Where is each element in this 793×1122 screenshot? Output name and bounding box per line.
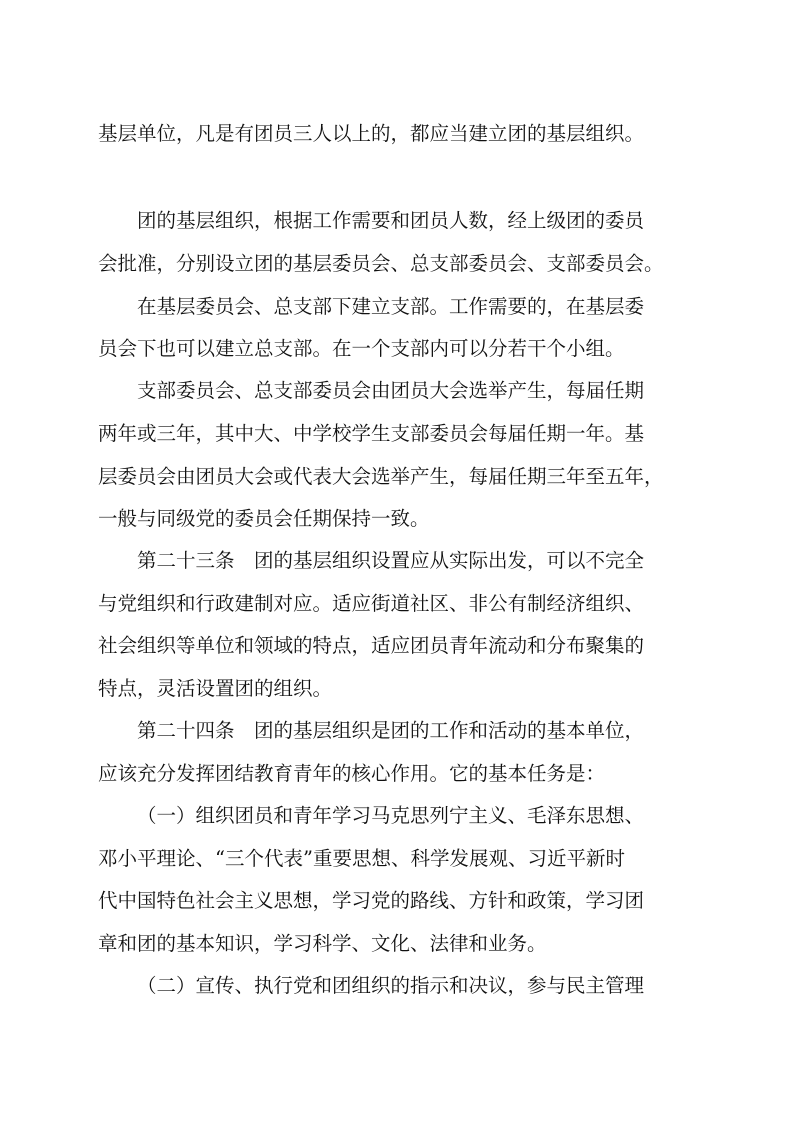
text-line: 邓小平理论、“三个代表”重要思想、科学发展观、习近平新时 [98, 847, 625, 870]
text-line: 在基层委员会、总支部下建立支部。工作需要的，在基层委 [137, 295, 645, 318]
text-line: 章和团的基本知识，学习科学、文化、法律和业务。 [98, 932, 547, 955]
text-line: 特点，灵活设置团的组织。 [98, 677, 333, 700]
text-line: 与党组织和行政建制对应。适应街道社区、非公有制经济组织、 [98, 592, 645, 615]
text-line: 代中国特色社会主义思想，学习党的路线、方针和政策，学习团 [98, 889, 645, 912]
text-line: 团的基层组织，根据工作需要和团员人数，经上级团的委员 [137, 209, 645, 232]
text-line: 员会下也可以建立总支部。在一个支部内可以分若干个小组。 [98, 337, 625, 360]
text-line: 一般与同级党的委员会任期保持一致。 [98, 507, 430, 530]
text-line: （一）组织团员和青年学习马克思列宁主义、毛泽东思想、 [137, 804, 645, 827]
text-line: 层委员会由团员大会或代表大会选举产生，每届任期三年至五年， [98, 465, 664, 488]
text-line: 第二十四条 团的基层组织是团的工作和活动的基本单位， [137, 719, 645, 742]
text-line: 应该充分发挥团结教育青年的核心作用。它的基本任务是： [98, 762, 606, 785]
text-line: 第二十三条 团的基层组织设置应从实际出发，可以不完全 [137, 549, 645, 572]
text-line: 社会组织等单位和领域的特点，适应团员青年流动和分布聚集的 [98, 634, 645, 657]
text-line: 两年或三年，其中大、中学校学生支部委员会每届任期一年。基 [98, 422, 645, 445]
text-line: （二）宣传、执行党和团组织的指示和决议，参与民主管理 [137, 974, 645, 997]
text-line: 支部委员会、总支部委员会由团员大会选举产生，每届任期 [137, 379, 645, 402]
text-line: 会批准，分别设立团的基层委员会、总支部委员会、支部委员会。 [98, 252, 664, 275]
text-line: 基层单位，凡是有团员三人以上的，都应当建立团的基层组织。 [98, 122, 645, 145]
